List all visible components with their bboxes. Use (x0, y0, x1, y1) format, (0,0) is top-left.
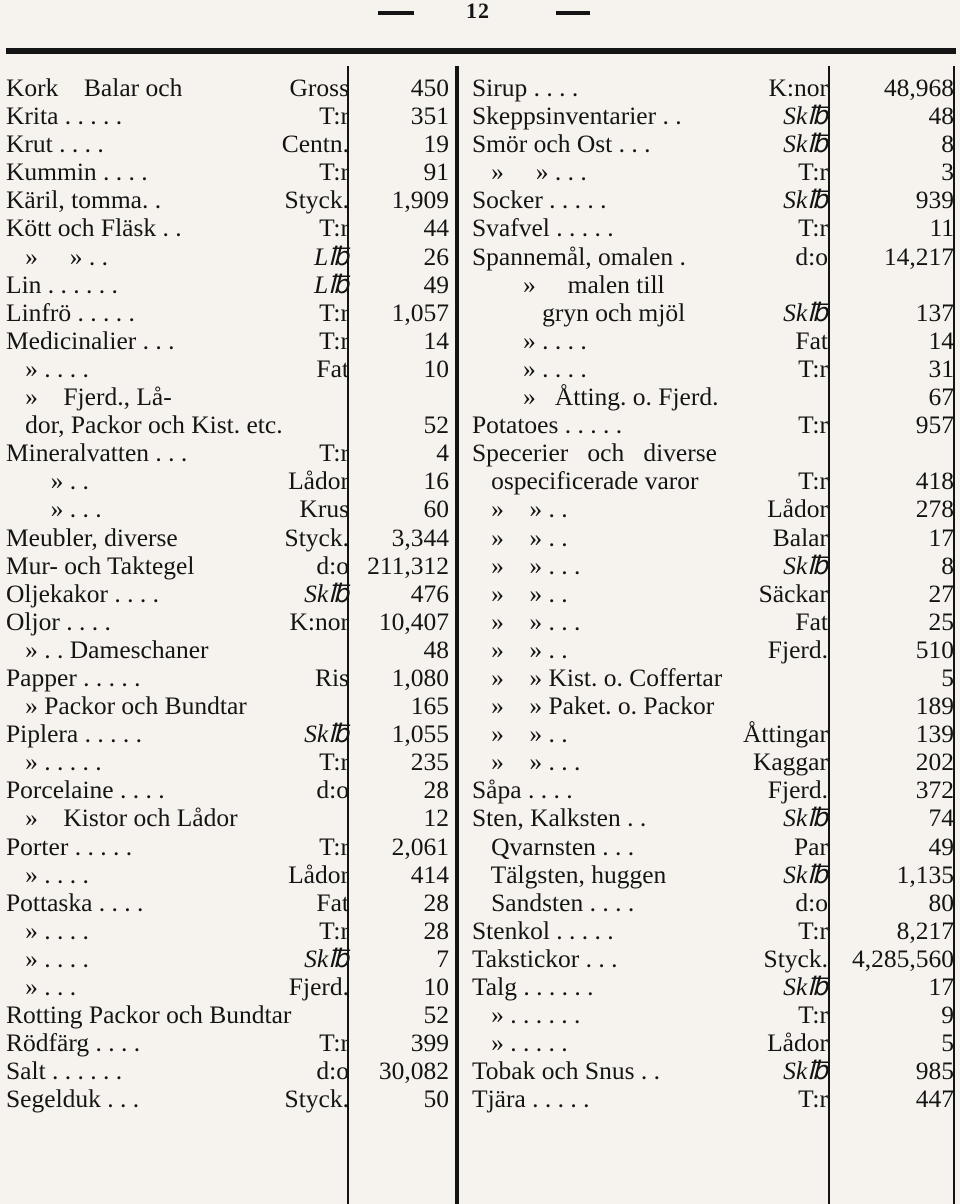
table-row (472, 608, 956, 636)
item-unit: Styck. (284, 1084, 349, 1114)
item-name: » . . Dameschaner (6, 634, 209, 664)
item-unit: Sk℔ (783, 972, 828, 1001)
item-value: 48 (423, 634, 449, 664)
item-unit: Krus (299, 494, 349, 524)
item-value: 414 (410, 859, 449, 889)
item-name: Tjära . . . . . (472, 1084, 590, 1114)
item-name: Qvarnsten . . . (472, 831, 635, 861)
item-name: » » . . . (472, 606, 581, 636)
item-unit: T:r (319, 915, 349, 945)
item-name: Krita . . . . . (6, 101, 123, 131)
item-unit: Balar (772, 522, 828, 552)
table-row (472, 1057, 956, 1085)
item-value: 10,407 (378, 606, 449, 636)
item-name: » . . (6, 466, 89, 496)
item-value: 372 (915, 775, 954, 805)
table-row (472, 889, 956, 917)
item-unit: Sk℔ (783, 297, 828, 327)
item-name: Oljekakor . . . . (6, 578, 159, 608)
item-unit: Sk℔ (783, 101, 828, 131)
item-value: 8 (941, 129, 954, 159)
table-row (6, 973, 451, 1001)
item-name: Piplera . . . . . (6, 719, 142, 749)
item-value: 80 (928, 887, 954, 917)
item-name: Pottaska . . . . (6, 887, 144, 917)
item-value: 91 (423, 157, 449, 187)
table-row (472, 1085, 956, 1113)
item-value: 5 (941, 1028, 954, 1058)
item-value: 60 (423, 494, 449, 524)
item-unit: T:r (319, 101, 349, 131)
item-value: 49 (423, 269, 449, 299)
table-row (6, 748, 451, 776)
table-row (472, 299, 956, 327)
item-value: 28 (423, 775, 449, 805)
item-value: 9 (941, 1000, 954, 1030)
item-name: » » . . (472, 719, 568, 749)
item-unit: T:r (319, 157, 349, 187)
item-value: 14,217 (883, 241, 954, 271)
item-value: 985 (915, 1056, 954, 1086)
item-unit: T:r (319, 747, 349, 777)
table-row (472, 158, 956, 186)
table-row (472, 917, 956, 945)
item-value: 4,285,560 (852, 943, 954, 973)
item-value: 31 (928, 353, 954, 383)
item-name: Sandsten . . . . (472, 887, 635, 917)
table-row (472, 186, 956, 214)
item-value: 7 (436, 943, 449, 973)
table-row (6, 1029, 451, 1057)
item-value: 28 (423, 887, 449, 917)
item-value: 1,057 (391, 297, 449, 327)
item-unit: T:r (798, 213, 828, 243)
item-unit: Sk℔ (783, 129, 828, 159)
item-name: Stenkol . . . . . (472, 915, 614, 945)
table-row (6, 383, 451, 411)
table-row (6, 552, 451, 580)
item-name: Mur- och Taktegel (6, 550, 195, 580)
item-value: 49 (928, 831, 954, 861)
item-name: » » . . . (472, 550, 581, 580)
item-name: Spannemål, omalen . (472, 241, 686, 271)
item-name: » » Kist. o. Coffertar (472, 662, 723, 692)
item-unit: Sk℔ (783, 185, 828, 215)
item-unit: Fat (316, 353, 349, 383)
item-value: 476 (410, 578, 449, 608)
item-value: 10 (423, 972, 449, 1001)
right-commodity-table (472, 74, 956, 1113)
item-value: 74 (928, 803, 954, 833)
table-row (6, 917, 451, 945)
table-row (6, 1085, 451, 1113)
item-unit: Centn. (281, 129, 349, 159)
table-row (6, 299, 451, 327)
item-name: » . . . . (472, 325, 587, 355)
item-value: 4 (436, 438, 449, 468)
table-row (6, 158, 451, 186)
item-value: 8 (941, 550, 954, 580)
item-value: 17 (928, 522, 954, 552)
item-value: 510 (915, 634, 954, 664)
item-name: » . . . . (472, 353, 587, 383)
table-row (6, 130, 451, 158)
item-unit: Par (794, 831, 828, 861)
item-name: » » . . (6, 241, 108, 271)
table-row (6, 804, 451, 832)
item-unit: Styck. (284, 522, 349, 552)
table-row (6, 214, 451, 242)
table-row (472, 833, 956, 861)
item-name: Såpa . . . . (472, 775, 573, 805)
item-unit: Sk℔ (304, 719, 349, 749)
item-unit: T:r (319, 325, 349, 355)
item-unit: T:r (798, 915, 828, 945)
item-unit: T:r (319, 438, 349, 468)
item-unit: T:r (798, 466, 828, 496)
item-value: 27 (928, 578, 954, 608)
table-row (472, 776, 956, 804)
header-dash-right (556, 11, 590, 15)
item-value: 278 (915, 494, 954, 524)
table-row (6, 1057, 451, 1085)
item-unit: d:o (316, 1056, 349, 1086)
item-name: » . . . . . . (472, 1000, 581, 1030)
item-name: » . . . (6, 494, 102, 524)
item-name: Meubler, diverse (6, 522, 178, 552)
table-row (472, 636, 956, 664)
item-unit: Fjerd. (767, 634, 828, 664)
item-name: Smör och Ost . . . (472, 129, 651, 159)
item-value: 137 (915, 297, 954, 327)
table-row (472, 1001, 956, 1029)
table-row (472, 1029, 956, 1057)
header-rule (6, 48, 956, 54)
item-name: » » . . (472, 634, 568, 664)
item-value: 16 (423, 466, 449, 496)
item-unit: L℔ (313, 241, 349, 271)
item-unit: Lådor (288, 466, 349, 496)
item-name: Talg . . . . . . (472, 972, 594, 1001)
item-name: » . . . . (6, 943, 89, 973)
table-row (472, 748, 956, 776)
item-unit: T:r (798, 157, 828, 187)
item-name: Rotting Packor och Bundtar (6, 1000, 292, 1030)
item-unit: Fjerd. (288, 972, 349, 1001)
item-unit: T:r (319, 1028, 349, 1058)
item-name: Segelduk . . . (6, 1084, 140, 1114)
item-unit: Sk℔ (783, 803, 828, 833)
item-name: Porcelaine . . . . (6, 775, 165, 805)
item-name: » . . . . (6, 859, 89, 889)
item-value: 11 (929, 213, 954, 243)
item-name: Porter . . . . . (6, 831, 133, 861)
item-name: Sten, Kalksten . . (472, 803, 647, 833)
item-unit: Sk℔ (304, 578, 349, 608)
item-name: » Åtting. o. Fjerd. (472, 382, 719, 412)
item-name: » . . . . (6, 353, 89, 383)
item-unit: Sk℔ (783, 550, 828, 580)
table-row (472, 720, 956, 748)
table-row (6, 720, 451, 748)
item-unit: K:nor (768, 73, 828, 102)
table-row (472, 327, 956, 355)
table-row (472, 74, 956, 102)
item-name: Socker . . . . . (472, 185, 607, 215)
item-name: Linfrö . . . . . (6, 297, 135, 327)
item-unit: Åttingar (743, 719, 828, 749)
table-row (6, 861, 451, 889)
item-value: 52 (423, 410, 449, 440)
item-unit: Fat (316, 887, 349, 917)
item-name: » . . . . . (6, 747, 102, 777)
header-dash-left (378, 11, 414, 15)
item-value: 3 (941, 157, 954, 187)
item-unit: Lådor (288, 859, 349, 889)
item-name: Oljor . . . . (6, 606, 111, 636)
table-row (472, 664, 956, 692)
table-row (6, 636, 451, 664)
item-unit: T:r (798, 353, 828, 383)
item-value: 17 (928, 972, 954, 1001)
table-row (6, 467, 451, 495)
item-unit: d:o (316, 550, 349, 580)
item-name: Skeppsinventarier . . (472, 101, 682, 131)
item-name: Kött och Fläsk . . (6, 213, 182, 243)
item-unit: Sk℔ (304, 943, 349, 973)
item-unit: Lådor (767, 494, 828, 524)
item-name: » » . . . (472, 747, 581, 777)
item-unit: T:r (319, 831, 349, 861)
item-value: 1,909 (391, 185, 449, 215)
table-row (472, 355, 956, 383)
item-value: 351 (410, 101, 449, 131)
item-value: 25 (928, 606, 954, 636)
item-name: » Fjerd., Lå- (6, 382, 172, 412)
table-row (6, 74, 451, 102)
item-unit: Sk℔ (783, 1056, 828, 1086)
table-row (472, 495, 956, 523)
item-name: Kork Balar och (6, 73, 183, 102)
item-name: Rödfärg . . . . (6, 1028, 141, 1058)
item-value: 67 (928, 382, 954, 412)
table-row (472, 580, 956, 608)
item-value: 418 (915, 466, 954, 496)
item-value: 165 (410, 691, 449, 721)
left-commodity-table (6, 74, 451, 1113)
item-unit: Gross (289, 73, 349, 102)
table-row (472, 861, 956, 889)
item-name: » . . . . . (472, 1028, 568, 1058)
item-value: 202 (915, 747, 954, 777)
item-unit: Kaggar (752, 747, 828, 777)
table-row (472, 692, 956, 720)
table-row (6, 327, 451, 355)
item-name: » » Paket. o. Packor (472, 691, 715, 721)
item-value: 10 (423, 353, 449, 383)
item-name: Specerier och diverse (472, 438, 717, 468)
item-name: Mineralvatten . . . (6, 438, 188, 468)
table-row (6, 271, 451, 299)
table-row (6, 1001, 451, 1029)
item-value: 44 (423, 213, 449, 243)
item-value: 5 (941, 662, 954, 692)
table-row (6, 102, 451, 130)
table-row (6, 889, 451, 917)
table-row (6, 580, 451, 608)
item-value: 52 (423, 1000, 449, 1030)
table-row (472, 102, 956, 130)
item-unit: d:o (795, 241, 828, 271)
item-name: » Kistor och Lådor (6, 803, 238, 833)
item-unit: Lådor (767, 1028, 828, 1058)
item-unit: T:r (319, 297, 349, 327)
table-row (6, 524, 451, 552)
table-row (6, 355, 451, 383)
item-value: 1,080 (391, 662, 449, 692)
item-value: 26 (423, 241, 449, 271)
page-number: 12 (466, 0, 490, 23)
item-unit: Fat (795, 606, 828, 636)
item-name: » » . . (472, 522, 568, 552)
table-row (6, 411, 451, 439)
item-value: 12 (423, 803, 449, 833)
table-row (6, 439, 451, 467)
item-value: 939 (915, 185, 954, 215)
item-name: Takstickor . . . (472, 943, 618, 973)
table-row (6, 664, 451, 692)
table-row (472, 973, 956, 1001)
item-value: 8,217 (896, 915, 954, 945)
table-row (472, 524, 956, 552)
item-value: 3,344 (391, 522, 449, 552)
item-name: Sirup . . . . (472, 73, 579, 102)
table-row (6, 186, 451, 214)
table-row (472, 804, 956, 832)
table-row (6, 692, 451, 720)
item-name: » » . . (472, 578, 568, 608)
table-row (472, 945, 956, 973)
item-unit: T:r (798, 1000, 828, 1030)
item-value: 48 (928, 101, 954, 131)
item-value: 30,082 (378, 1056, 449, 1086)
item-unit: T:r (798, 410, 828, 440)
item-value: 211,312 (367, 550, 449, 580)
table-row (472, 214, 956, 242)
item-value: 447 (915, 1084, 954, 1114)
item-name: Lin . . . . . . (6, 269, 118, 299)
item-name: ospecificerade varor (472, 466, 699, 496)
item-value: 14 (423, 325, 449, 355)
item-unit: T:r (319, 213, 349, 243)
table-row (472, 439, 956, 467)
item-value: 19 (423, 129, 449, 159)
table-row (6, 833, 451, 861)
item-name: Papper . . . . . (6, 662, 141, 692)
item-value: 50 (423, 1084, 449, 1114)
item-value: 450 (410, 73, 449, 102)
table-row (6, 776, 451, 804)
item-value: 1,135 (896, 859, 954, 889)
item-value: 14 (928, 325, 954, 355)
item-name: Käril, tomma. . (6, 185, 162, 215)
item-name: » » . . . (472, 157, 587, 187)
item-value: 189 (915, 691, 954, 721)
item-name: Medicinalier . . . (6, 325, 175, 355)
item-unit: Fat (795, 325, 828, 355)
table-row (6, 608, 451, 636)
item-name: Kummin . . . . (6, 157, 148, 187)
item-value: 139 (915, 719, 954, 749)
table-row (6, 495, 451, 523)
item-unit: Ris (314, 662, 349, 692)
item-value: 48,968 (883, 73, 954, 102)
table-row (6, 243, 451, 271)
table-row (6, 945, 451, 973)
item-name: » » . . (472, 494, 568, 524)
table-row (472, 271, 956, 299)
item-unit: d:o (316, 775, 349, 805)
item-name: Svafvel . . . . . (472, 213, 614, 243)
item-unit: d:o (795, 887, 828, 917)
item-name: Tälgsten, huggen (472, 859, 667, 889)
item-name: Potatoes . . . . . (472, 410, 623, 440)
item-name: Salt . . . . . . (6, 1056, 123, 1086)
item-value: 1,055 (391, 719, 449, 749)
item-unit: T:r (798, 1084, 828, 1114)
table-row (472, 383, 956, 411)
item-unit: L℔ (313, 269, 349, 299)
item-unit: Säckar (758, 578, 828, 608)
item-unit: Sk℔ (783, 859, 828, 889)
item-name: gryn och mjöl (472, 297, 686, 327)
item-unit: Styck. (284, 185, 349, 215)
item-name: » malen till (472, 269, 665, 299)
item-value: 957 (915, 410, 954, 440)
table-row (472, 467, 956, 495)
table-row (472, 411, 956, 439)
item-value: 235 (410, 747, 449, 777)
column-rule-center (455, 66, 459, 1204)
item-value: 28 (423, 915, 449, 945)
item-unit: Styck. (763, 943, 828, 973)
item-name: » . . . . (6, 915, 89, 945)
item-name: Krut . . . . (6, 129, 104, 159)
table-row (472, 130, 956, 158)
table-row (472, 243, 956, 271)
item-name: Tobak och Snus . . (472, 1056, 661, 1086)
item-unit: Fjerd. (767, 775, 828, 805)
item-value: 2,061 (391, 831, 449, 861)
item-name: » Packor och Bundtar (6, 691, 247, 721)
item-name: » . . . (6, 972, 77, 1001)
item-unit: K:nor (289, 606, 349, 636)
item-value: 399 (410, 1028, 449, 1058)
table-row (472, 552, 956, 580)
item-name: dor, Packor och Kist. etc. (6, 410, 283, 440)
